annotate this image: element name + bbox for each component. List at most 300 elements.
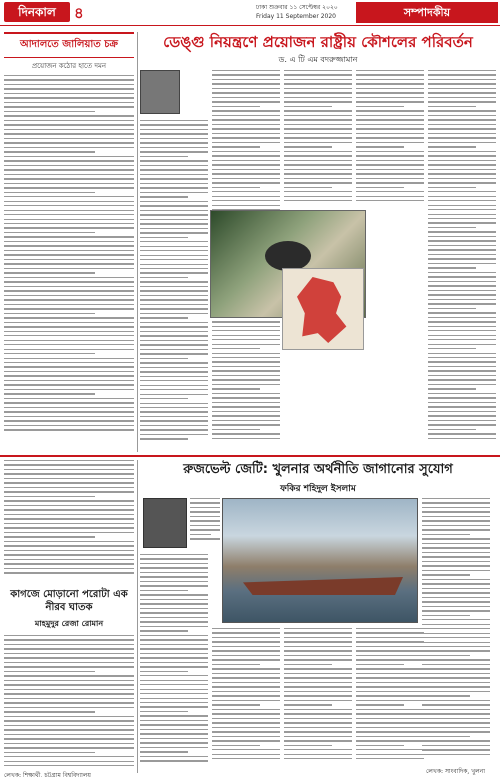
text-line	[140, 304, 208, 305]
text-line	[140, 689, 208, 690]
text-line	[284, 749, 352, 750]
text-line	[356, 200, 424, 201]
text-line	[212, 673, 280, 674]
text-line	[356, 128, 424, 129]
text-line	[284, 704, 332, 705]
text-line	[212, 115, 280, 116]
text-line	[212, 330, 280, 331]
text-line	[212, 718, 280, 719]
text-line	[284, 92, 352, 93]
text-line	[140, 169, 208, 170]
text-line	[4, 151, 95, 152]
text-line	[212, 101, 280, 102]
text-line	[284, 164, 352, 165]
text-line	[4, 254, 134, 255]
text-line	[422, 713, 490, 714]
text-line	[140, 724, 208, 725]
text-line	[428, 178, 496, 179]
text-line	[4, 523, 134, 524]
text-line	[4, 214, 134, 215]
text-line	[140, 720, 208, 721]
text-line	[4, 407, 134, 408]
text-line	[140, 563, 208, 564]
text-line	[428, 209, 496, 210]
text-line	[428, 303, 496, 304]
text-line	[284, 632, 352, 633]
text-line	[212, 357, 280, 358]
main-text-column	[284, 70, 352, 205]
text-line	[422, 543, 490, 544]
text-line	[140, 223, 208, 224]
text-line	[4, 393, 95, 394]
text-line	[356, 173, 424, 174]
text-line	[428, 169, 496, 170]
text-line	[428, 335, 496, 336]
text-line	[356, 133, 424, 134]
text-line	[422, 740, 490, 741]
text-line	[422, 650, 490, 651]
text-line	[428, 290, 496, 291]
text-line	[212, 384, 280, 385]
text-line	[428, 83, 496, 84]
text-line	[356, 749, 424, 750]
text-line	[284, 169, 352, 170]
text-line	[4, 219, 134, 220]
text-line	[356, 673, 424, 674]
text-line	[4, 635, 134, 636]
main-text-column	[140, 120, 208, 443]
text-line	[140, 594, 208, 595]
second-footnote: লেখক: সাংবাদিক, খুলনা	[426, 768, 485, 775]
text-line	[428, 330, 496, 331]
text-line	[140, 680, 208, 681]
text-line	[356, 79, 424, 80]
text-line	[428, 236, 496, 237]
text-line	[140, 290, 208, 291]
text-line	[190, 525, 220, 526]
text-line	[140, 407, 208, 408]
text-line	[4, 514, 134, 515]
text-line	[284, 173, 352, 174]
text-line	[428, 263, 496, 264]
text-line	[356, 740, 424, 741]
text-line	[4, 756, 134, 757]
text-line	[190, 502, 220, 503]
text-line	[422, 754, 490, 755]
text-line	[140, 657, 208, 658]
text-line	[212, 420, 280, 421]
text-line	[284, 119, 352, 120]
left-continued-text	[4, 460, 134, 580]
text-line	[4, 124, 134, 125]
text-line	[284, 115, 352, 116]
text-line	[140, 277, 188, 278]
text-line	[140, 434, 208, 435]
text-line	[140, 693, 208, 694]
text-line	[428, 182, 496, 183]
text-line	[140, 272, 208, 273]
text-line	[4, 680, 134, 681]
text-line	[284, 146, 332, 147]
text-line	[140, 264, 208, 265]
text-line	[428, 128, 496, 129]
text-line	[422, 695, 470, 696]
text-line	[4, 689, 134, 690]
text-line	[4, 411, 134, 412]
text-line	[4, 734, 134, 735]
text-line	[212, 353, 280, 354]
text-line	[422, 664, 490, 665]
text-line	[284, 673, 352, 674]
text-line	[140, 394, 208, 395]
text-line	[4, 402, 134, 403]
text-line	[284, 74, 352, 75]
text-line	[356, 187, 404, 188]
text-line	[428, 124, 496, 125]
text-line	[422, 583, 490, 584]
text-line	[212, 70, 280, 71]
text-line	[4, 84, 134, 85]
text-line	[428, 240, 496, 241]
text-line	[356, 155, 424, 156]
text-line	[140, 210, 208, 211]
text-line	[4, 129, 134, 130]
text-line	[4, 277, 134, 278]
text-line	[140, 187, 208, 188]
text-line	[140, 738, 208, 739]
text-line	[140, 367, 208, 368]
text-line	[428, 133, 496, 134]
text-line	[422, 516, 490, 517]
text-line	[4, 160, 134, 161]
date-english: Friday 11 September 2020	[256, 13, 336, 20]
text-line	[212, 137, 280, 138]
text-line	[284, 178, 352, 179]
text-line	[428, 402, 496, 403]
text-line	[428, 366, 496, 367]
text-line	[4, 648, 134, 649]
text-line	[422, 556, 490, 557]
text-line	[356, 727, 424, 728]
side-article-byline: মাহমুদুর রেজা রোমান	[34, 618, 104, 628]
second-text-column	[284, 628, 352, 763]
text-line	[284, 137, 352, 138]
text-line	[212, 691, 280, 692]
text-line	[212, 722, 280, 723]
text-line	[4, 299, 134, 300]
text-line	[212, 736, 280, 737]
text-line	[422, 646, 490, 647]
text-line	[212, 402, 280, 403]
text-line	[428, 429, 476, 430]
text-line	[422, 520, 490, 521]
text-line	[4, 93, 134, 94]
text-line	[140, 174, 208, 175]
text-line	[140, 581, 208, 582]
text-line	[4, 429, 134, 430]
text-line	[422, 597, 490, 598]
text-line	[212, 754, 280, 755]
text-line	[4, 366, 134, 367]
masthead-bar	[0, 0, 500, 26]
text-line	[4, 666, 134, 667]
text-line	[4, 473, 134, 474]
text-line	[428, 151, 496, 152]
second-byline: ফকির শহিদুল ইসলাম	[280, 484, 356, 494]
text-line	[212, 713, 280, 714]
text-line	[140, 120, 208, 121]
text-line	[140, 756, 208, 757]
newspaper-logo: দিনকাল	[4, 2, 70, 22]
text-line	[4, 554, 134, 555]
text-line	[4, 496, 95, 497]
text-line	[422, 731, 490, 732]
text-line	[422, 736, 470, 737]
text-line	[4, 147, 134, 148]
text-line	[428, 218, 496, 219]
editorial-title: আদালতে জালিয়াত চক্র	[4, 32, 134, 58]
text-line	[140, 671, 188, 672]
text-line	[140, 255, 208, 256]
text-line	[428, 321, 496, 322]
text-line	[4, 120, 134, 121]
text-line	[140, 133, 208, 134]
text-line	[140, 353, 208, 354]
text-line	[428, 146, 476, 147]
text-line	[4, 290, 134, 291]
text-line	[212, 695, 280, 696]
text-line	[140, 299, 208, 300]
second-text-column	[422, 498, 490, 758]
text-line	[212, 200, 280, 201]
text-line	[4, 509, 134, 510]
text-line	[4, 743, 134, 744]
text-line	[422, 498, 490, 499]
text-line	[428, 205, 496, 206]
text-line	[4, 156, 134, 157]
text-line	[212, 348, 260, 349]
text-line	[4, 250, 134, 251]
text-line	[356, 686, 424, 687]
text-line	[356, 713, 424, 714]
text-line	[140, 666, 208, 667]
text-line	[422, 633, 490, 634]
text-line	[140, 617, 208, 618]
text-line	[190, 534, 211, 535]
text-line	[428, 344, 496, 345]
text-line	[140, 237, 188, 238]
text-line	[422, 682, 490, 683]
text-line	[140, 331, 208, 332]
text-line	[140, 572, 208, 573]
text-line	[422, 610, 490, 611]
text-line	[212, 745, 260, 746]
text-line	[422, 642, 490, 643]
text-line	[4, 384, 134, 385]
text-line	[140, 429, 208, 430]
text-line	[284, 695, 352, 696]
text-line	[4, 111, 95, 112]
author-photo	[143, 498, 187, 548]
text-line	[4, 174, 134, 175]
text-line	[422, 624, 490, 625]
text-line	[356, 97, 424, 98]
text-line	[428, 312, 496, 313]
text-line	[428, 254, 496, 255]
text-line	[356, 110, 424, 111]
text-line	[140, 706, 208, 707]
text-line	[212, 83, 280, 84]
text-line	[4, 747, 134, 748]
text-line	[422, 534, 470, 535]
text-line	[4, 711, 95, 712]
text-line	[140, 385, 208, 386]
text-line	[212, 92, 280, 93]
text-line	[4, 559, 134, 560]
text-line	[140, 702, 208, 703]
text-line	[4, 358, 134, 359]
text-line	[356, 659, 424, 660]
text-line	[284, 740, 352, 741]
text-line	[284, 187, 332, 188]
text-line	[422, 659, 490, 660]
text-line	[140, 178, 208, 179]
text-line	[4, 657, 134, 658]
text-line	[428, 137, 496, 138]
text-line	[428, 227, 476, 228]
text-line	[212, 393, 280, 394]
text-line	[140, 567, 208, 568]
text-line	[4, 752, 95, 753]
text-line	[140, 344, 208, 345]
text-line	[212, 128, 280, 129]
text-line	[422, 691, 490, 692]
text-line	[4, 380, 134, 381]
side-article	[4, 588, 134, 777]
text-line	[212, 664, 260, 665]
text-line	[4, 487, 134, 488]
text-line	[190, 511, 220, 512]
text-line	[140, 751, 188, 752]
text-line	[4, 653, 134, 654]
text-line	[140, 196, 188, 197]
text-line	[356, 677, 424, 678]
editorial-subtitle: প্রয়োজন কঠোর হাতে দমন	[31, 62, 107, 70]
text-line	[428, 276, 496, 277]
text-line	[422, 570, 490, 571]
text-line	[356, 682, 424, 683]
text-line	[140, 250, 208, 251]
text-line	[4, 698, 134, 699]
text-line	[356, 151, 424, 152]
text-line	[428, 388, 476, 389]
text-line	[212, 160, 280, 161]
text-line	[140, 124, 208, 125]
text-line	[212, 700, 280, 701]
text-line	[4, 491, 134, 492]
text-line	[428, 173, 496, 174]
text-line	[140, 268, 208, 269]
text-line	[422, 628, 490, 629]
text-line	[140, 362, 208, 363]
text-line	[356, 695, 424, 696]
text-line	[284, 758, 352, 759]
text-line	[4, 639, 134, 640]
text-line	[212, 758, 280, 759]
text-line	[190, 516, 220, 517]
text-line	[212, 79, 280, 80]
text-line	[212, 173, 280, 174]
text-line	[140, 313, 208, 314]
text-line	[422, 637, 490, 638]
text-line	[212, 110, 280, 111]
second-headline: রুজভেল্ট জেটি: খুলনার অর্থনীতি জাগানোর সুযোগ	[183, 462, 453, 477]
text-line	[140, 246, 208, 247]
text-line	[140, 326, 208, 327]
text-line	[356, 106, 404, 107]
text-line	[4, 518, 134, 519]
text-line	[4, 142, 134, 143]
text-line	[4, 304, 134, 305]
text-line	[356, 637, 424, 638]
text-line	[422, 601, 490, 602]
text-line	[140, 340, 208, 341]
text-line	[422, 565, 490, 566]
text-line	[140, 585, 208, 586]
text-line	[140, 147, 208, 148]
text-line	[212, 637, 280, 638]
text-line	[212, 187, 260, 188]
text-line	[140, 599, 208, 600]
text-line	[4, 245, 134, 246]
text-line	[422, 606, 490, 607]
text-line	[4, 102, 134, 103]
text-line	[140, 698, 208, 699]
text-line	[422, 561, 490, 562]
text-line	[428, 267, 476, 268]
text-line	[284, 196, 352, 197]
text-line	[140, 590, 188, 591]
text-line	[4, 527, 134, 528]
text-line	[428, 424, 496, 425]
text-line	[4, 729, 134, 730]
side-article-body	[4, 635, 134, 766]
text-line	[140, 675, 208, 676]
text-line	[140, 760, 208, 761]
text-line	[140, 380, 208, 381]
text-line	[212, 361, 280, 362]
text-line	[212, 433, 280, 434]
text-line	[428, 357, 496, 358]
second-text-column	[212, 628, 280, 763]
text-line	[422, 673, 490, 674]
text-line	[4, 268, 134, 269]
text-line	[428, 97, 496, 98]
text-line	[428, 200, 496, 201]
text-line	[428, 384, 496, 385]
text-line	[4, 187, 134, 188]
text-line	[4, 308, 134, 309]
text-line	[4, 138, 134, 139]
text-line	[140, 576, 208, 577]
text-line	[356, 700, 424, 701]
text-line	[140, 322, 208, 323]
text-line	[4, 317, 134, 318]
text-line	[284, 677, 352, 678]
text-line	[284, 745, 332, 746]
text-line	[4, 707, 134, 708]
text-line	[4, 550, 134, 551]
